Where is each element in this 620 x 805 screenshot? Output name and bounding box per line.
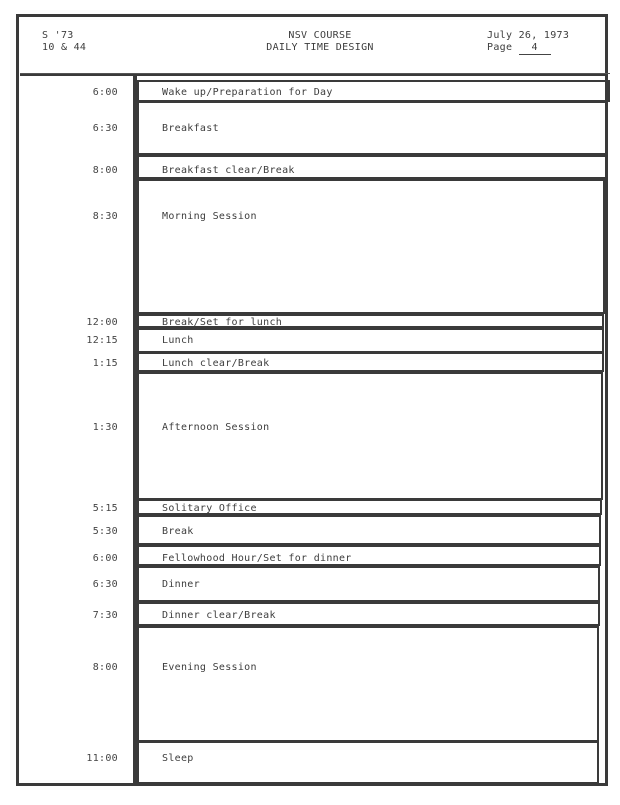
schedule-time: 8:00: [92, 662, 118, 673]
schedule-time: 12:00: [86, 317, 118, 328]
schedule-time: 5:15: [92, 503, 118, 514]
schedule-time: 11:00: [86, 753, 118, 764]
schedule-time: 6:00: [92, 553, 118, 564]
schedule-activity: Wake up/Preparation for Day: [162, 87, 333, 98]
schedule-time: 12:15: [86, 335, 118, 346]
header-divider: [20, 73, 610, 74]
schedule-activity: Lunch clear/Break: [162, 358, 270, 369]
schedule-activity: Break: [162, 526, 194, 537]
schedule-block: [137, 566, 600, 602]
schedule-block: [137, 741, 599, 784]
schedule-time: 5:30: [92, 526, 118, 537]
schedule-block: [137, 372, 603, 500]
schedule-activity: Sleep: [162, 753, 194, 764]
header-left-code: [42, 30, 86, 54]
schedule-activity: Morning Session: [162, 211, 257, 222]
schedule-activity: Solitary Office: [162, 503, 257, 514]
header-date-page: [487, 30, 569, 55]
schedule-activity: Fellowhood Hour/Set for dinner: [162, 553, 352, 564]
schedule-activity: Dinner: [162, 579, 200, 590]
schedule-time: 1:15: [92, 358, 118, 369]
schedule-activity: Breakfast: [162, 123, 219, 134]
schedule-activity: Evening Session: [162, 662, 257, 673]
header-code-line1: S '73: [42, 30, 74, 41]
schedule-time: 8:30: [92, 211, 118, 222]
schedule-time: 6:30: [92, 579, 118, 590]
course-subtitle: DAILY TIME DESIGN: [266, 42, 374, 53]
schedule-block: [137, 515, 601, 545]
schedule-block: [137, 179, 605, 314]
header-title: [230, 30, 410, 54]
page-label: Page: [487, 42, 513, 53]
schedule-activity: Breakfast clear/Break: [162, 165, 295, 176]
schedule-block: [137, 626, 599, 742]
schedule-activity: Dinner clear/Break: [162, 610, 276, 621]
schedule-activity: Break/Set for lunch: [162, 317, 283, 328]
document-date: July 26, 1973: [487, 30, 570, 41]
schedule-time: 6:30: [92, 123, 118, 134]
header-code-line2: 10 & 44: [42, 42, 87, 53]
schedule-block: [137, 328, 604, 353]
document-header: [20, 16, 606, 76]
schedule-time: 6:00: [92, 87, 118, 98]
page-number: 4: [519, 42, 551, 55]
schedule-time: 7:30: [92, 610, 118, 621]
schedule-activity: Afternoon Session: [162, 422, 270, 433]
schedule-time: 1:30: [92, 422, 118, 433]
schedule-activity: Lunch: [162, 335, 194, 346]
schedule-time: 8:00: [92, 165, 118, 176]
course-title: NSV COURSE: [288, 30, 352, 41]
